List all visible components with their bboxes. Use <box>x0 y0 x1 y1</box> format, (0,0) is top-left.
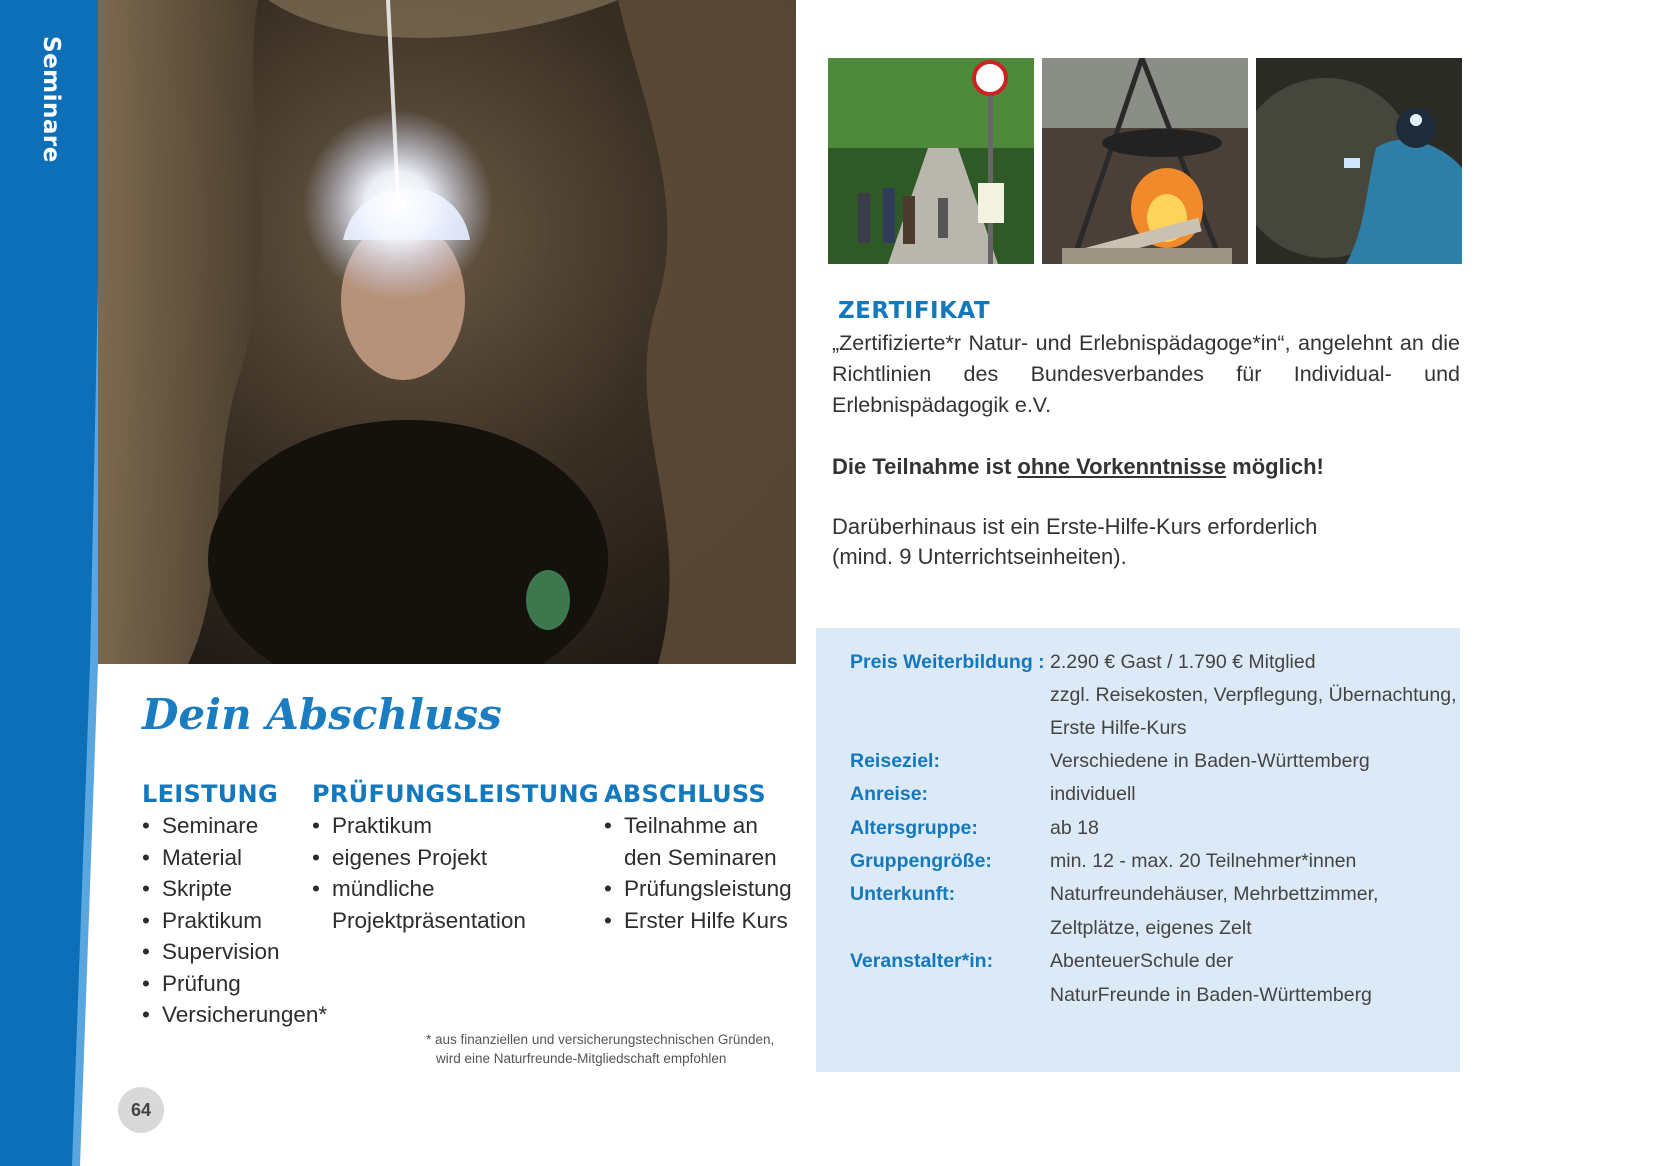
pruefung-heading: PRÜFUNGSLEISTUNG <box>312 780 599 808</box>
leistung-heading: LEISTUNG <box>142 780 278 808</box>
footnote <box>426 1030 774 1068</box>
age-label: Altersgruppe: <box>850 817 978 839</box>
price-label: Preis Weiterbildung : <box>850 651 1045 673</box>
firstaid-note <box>832 512 1317 572</box>
section-label: Seminare <box>38 36 64 163</box>
certificate-text: „Zertifizierte*r Natur- und Erlebnispädagoge*in“, angelehnt an die Richtlinien des Bundesverbandes für Individual- und Erlebnispädagogik e.V. <box>832 331 1460 417</box>
participation-after: möglich! <box>1226 454 1324 479</box>
hikers-forest-sign-photo <box>828 58 1034 264</box>
info-box <box>816 628 1460 1072</box>
list-item: • Praktikum <box>142 907 263 933</box>
list-item: • Teilnahme an <box>604 813 758 838</box>
destination-label: Reiseziel: <box>850 750 940 772</box>
abschluss-column <box>604 780 792 936</box>
firstaid-line-1: Darüberhinaus ist ein Erste-Hilfe-Kurs erforderlich <box>832 514 1318 539</box>
abschluss-heading: ABSCHLUSS <box>604 780 766 808</box>
list-item: • Praktikum <box>312 813 433 838</box>
price-value: 2.290 € Gast / 1.790 € Mitglied <box>1050 651 1316 673</box>
certificate-section <box>832 298 1460 421</box>
accommodation-value-1: Naturfreundehäuser, Mehrbettzimmer, <box>1050 883 1379 905</box>
arrival-label: Anreise: <box>850 783 929 805</box>
list-item: • Erster Hilfe Kurs <box>604 907 788 933</box>
list-item: • Supervision <box>142 939 280 964</box>
price-extra-1: zzgl. Reisekosten, Verpflegung, Übernachtung, <box>1050 684 1457 706</box>
pruefung-column <box>312 780 599 936</box>
list-item: • Prüfung <box>142 970 241 996</box>
list-item: den Seminaren <box>624 844 777 870</box>
abschluss-title: Dein Abschluss <box>142 690 502 739</box>
pruefung-list <box>312 810 599 936</box>
leistung-list <box>142 810 327 1031</box>
group-size-value: min. 12 - max. 20 Teilnehmer*innen <box>1050 850 1357 872</box>
destination-value: Verschiedene in Baden-Württemberg <box>1050 750 1370 772</box>
organizer-value-2: NaturFreunde in Baden-Württemberg <box>1050 984 1372 1006</box>
list-item: • Seminare <box>142 813 259 838</box>
abschluss-list <box>604 810 792 936</box>
participation-underlined: ohne Vorkenntnisse <box>1017 454 1227 479</box>
age-value: ab 18 <box>1050 817 1099 839</box>
firstaid-line-2: (mind. 9 Unterrichtseinheiten). <box>832 544 1127 569</box>
accommodation-label: Unterkunft: <box>850 883 956 905</box>
list-item: • Versicherungen* <box>142 1002 328 1027</box>
accommodation-value-2: Zeltplätze, eigenes Zelt <box>1050 917 1252 939</box>
list-item: • eigenes Projekt <box>312 844 488 870</box>
list-item: • Material <box>142 844 243 870</box>
footnote-line-1: * aus finanziellen und versicherungstechnischen Gründen, <box>426 1032 775 1047</box>
list-item: • mündliche <box>312 876 435 901</box>
participation-before: Die Teilnahme ist <box>832 454 1018 479</box>
cave-headlamp-person-photo <box>1256 58 1462 264</box>
leistung-column <box>142 780 327 1031</box>
sidebar-band <box>0 0 112 1166</box>
organizer-value-1: AbenteuerSchule der <box>1050 950 1234 972</box>
organizer-label: Veranstalter*in: <box>850 950 994 972</box>
photo-strip <box>828 58 1464 264</box>
list-item: • Skripte <box>142 876 233 901</box>
list-item: • Prüfungsleistung <box>604 876 792 901</box>
footnote-line-2: wird eine Naturfreunde-Mitgliedschaft empfohlen <box>436 1051 727 1066</box>
participation-note <box>832 454 1324 480</box>
group-size-label: Gruppengröße: <box>850 850 992 872</box>
certificate-heading: ZERTIFIKAT <box>838 298 991 324</box>
list-item: Projektpräsentation <box>332 907 526 933</box>
cave-explorer-headlamp-photo <box>98 0 796 664</box>
page-number: 64 <box>118 1087 164 1133</box>
campfire-kettle-photo <box>1042 58 1248 264</box>
arrival-value: individuell <box>1050 783 1136 805</box>
price-extra-2: Erste Hilfe-Kurs <box>1050 717 1187 739</box>
